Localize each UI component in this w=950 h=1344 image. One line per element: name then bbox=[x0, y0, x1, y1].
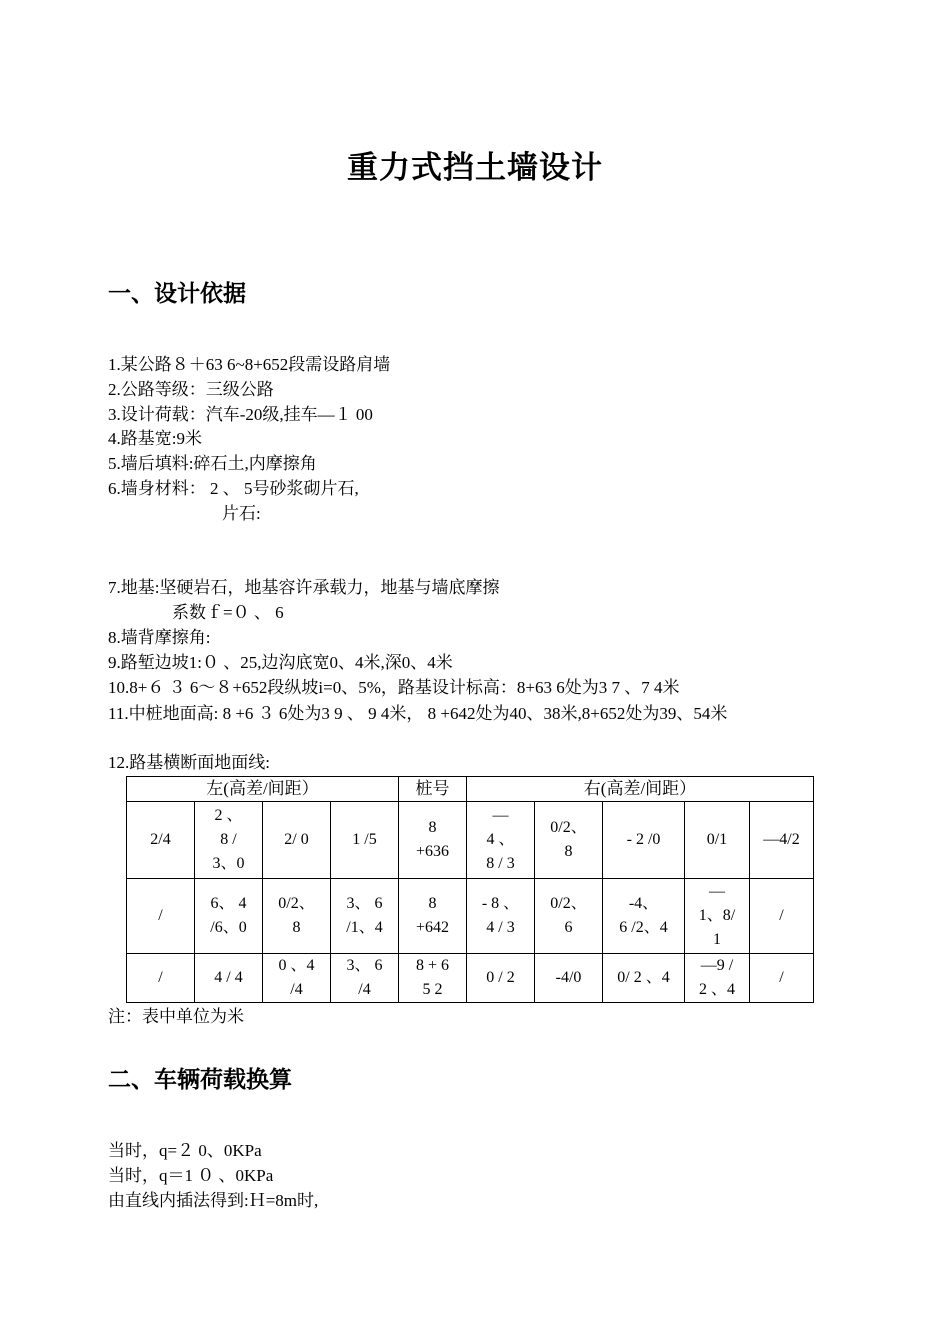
table-cell: —4/2 bbox=[750, 802, 814, 879]
table-cell: 3、 6 /4 bbox=[331, 954, 399, 1003]
table-cell: - 2 /0 bbox=[603, 802, 685, 879]
table-cell: / bbox=[750, 954, 814, 1003]
table-cell: 0/2、 8 bbox=[535, 802, 603, 879]
table-cell: 8 +636 bbox=[399, 802, 467, 879]
table-header-row bbox=[127, 777, 814, 802]
table-cell: 0/2、 8 bbox=[263, 879, 331, 954]
table-header-right: 右(高差/间距） bbox=[467, 777, 814, 802]
list-item-continuation: 片石: bbox=[222, 504, 261, 523]
table-cell: 1 /5 bbox=[331, 802, 399, 879]
table-cell: 0/1 bbox=[685, 802, 750, 879]
body-line: 当时，q＝1 ０ 、0KPa bbox=[108, 1166, 274, 1185]
table-cell: 0 / 2 bbox=[467, 954, 535, 1003]
table-cell: / bbox=[127, 879, 195, 954]
list-item: 10.8+６ ３ 6～８+652段纵坡i=0、5%，路基设计标高：8+63 6处为3 7 、7 4米 bbox=[108, 678, 680, 697]
table-cell: 2/4 bbox=[127, 802, 195, 879]
table-cell: 4 / 4 bbox=[195, 954, 263, 1003]
list-item: 2.公路等级：三级公路 bbox=[108, 380, 274, 399]
list-item: 6.墙身材料： 2 、 5号砂浆砌片石, bbox=[108, 479, 359, 498]
list-item-continuation: 系数ｆ=０ 、 6 bbox=[172, 603, 284, 622]
table-row bbox=[127, 802, 814, 879]
table-cell: -4/0 bbox=[535, 954, 603, 1003]
list-item: 8.墙背摩擦角: bbox=[108, 628, 211, 647]
table-cell: - 8 、 4 / 3 bbox=[467, 879, 535, 954]
document-title: 重力式挡土墙设计 bbox=[347, 150, 603, 186]
body-line: 当时，q=２ 0、0KPa bbox=[108, 1141, 262, 1160]
list-item: 3.设计荷载：汽车-20级,挂车—１ 00 bbox=[108, 405, 373, 424]
table-header-left: 左(高差/间距） bbox=[127, 777, 399, 802]
list-item: 9.路堑边坡1:０ 、25,边沟底宽0、4米,深0、4米 bbox=[108, 653, 453, 672]
table-cell: 6、 4 /6、0 bbox=[195, 879, 263, 954]
list-item: 11.中桩地面高: 8 +6 ３ 6处为3 9 、 9 4米， 8 +642处为40、38米,8+652处为39、54米 bbox=[108, 704, 728, 723]
table-cell: 0/2、 6 bbox=[535, 879, 603, 954]
table-cell: -4、 6 /2、4 bbox=[603, 879, 685, 954]
table-cell: — 4 、 8 / 3 bbox=[467, 802, 535, 879]
list-item: 5.墙后填料:碎石土,内摩擦角 bbox=[108, 454, 317, 473]
table-note: 注：表中单位为米 bbox=[108, 1007, 244, 1026]
table-cell: 2/ 0 bbox=[263, 802, 331, 879]
table-row bbox=[127, 954, 814, 1003]
table-cell: — 1、8/ 1 bbox=[685, 879, 750, 954]
section-heading-design-basis: 一、设计依据 bbox=[108, 281, 246, 307]
section-heading-vehicle-load: 二、车辆荷载换算 bbox=[108, 1067, 292, 1093]
table-cell: / bbox=[750, 879, 814, 954]
body-line: 由直线内插法得到:Ｈ=8m时, bbox=[108, 1191, 319, 1210]
list-item: 7.地基:坚硬岩石，地基容许承载力，地基与墙底摩擦 bbox=[108, 578, 500, 597]
table-cell: 2 、 8 / 3、0 bbox=[195, 802, 263, 879]
cross-section-table bbox=[126, 776, 814, 1003]
list-item: 1.某公路８＋63 6~8+652段需设路肩墙 bbox=[108, 355, 391, 374]
table-cell: 0 、4 /4 bbox=[263, 954, 331, 1003]
table-cell: / bbox=[127, 954, 195, 1003]
table-cell: 0/ 2 、4 bbox=[603, 954, 685, 1003]
list-item: 4.路基宽:9米 bbox=[108, 429, 202, 448]
table-header-station: 桩号 bbox=[399, 777, 467, 802]
list-item: 12.路基横断面地面线: bbox=[108, 753, 270, 772]
table-cell: 8 +642 bbox=[399, 879, 467, 954]
table-cell: 3、 6 /1、4 bbox=[331, 879, 399, 954]
table-cell: 8 + 6 5 2 bbox=[399, 954, 467, 1003]
table-cell: —9 / 2 、4 bbox=[685, 954, 750, 1003]
table-row bbox=[127, 879, 814, 954]
